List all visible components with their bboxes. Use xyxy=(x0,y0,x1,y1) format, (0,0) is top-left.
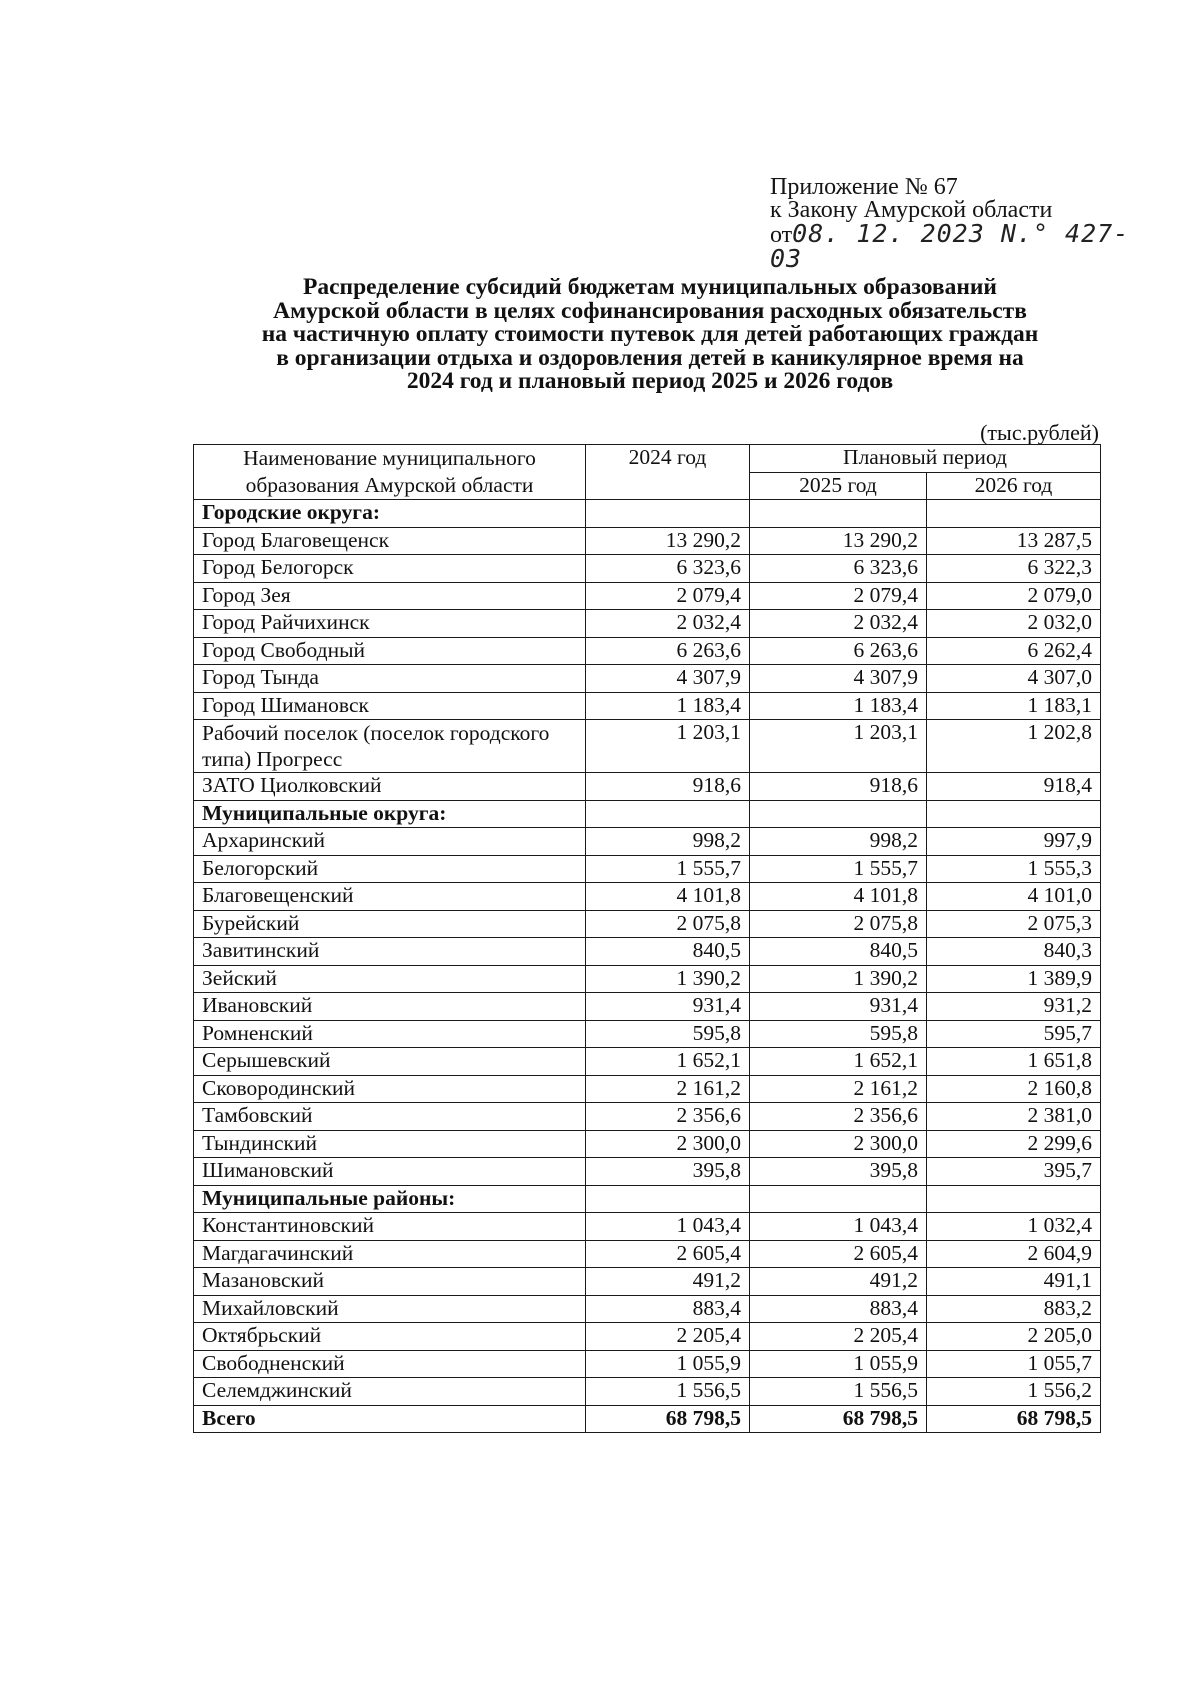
title-line: на частичную оплату стоимости путевок для детей работающих граждан xyxy=(261,321,1039,347)
municipality-name: Тамбовский xyxy=(194,1103,586,1131)
value-2026: 840,3 xyxy=(927,938,1101,966)
municipality-name: Город Благовещенск xyxy=(194,527,586,555)
municipality-name: Ивановский xyxy=(194,993,586,1021)
value-2025: 2 161,2 xyxy=(750,1075,927,1103)
empty-cell xyxy=(750,800,927,828)
value-2024: 998,2 xyxy=(586,828,750,856)
document-title xyxy=(180,276,1120,394)
table-row xyxy=(194,938,1101,966)
value-2026: 395,7 xyxy=(927,1158,1101,1186)
municipality-name: Сковородинский xyxy=(194,1075,586,1103)
value-2026: 883,2 xyxy=(927,1295,1101,1323)
value-2025: 998,2 xyxy=(750,828,927,856)
total-2025: 68 798,5 xyxy=(750,1405,927,1433)
table-row xyxy=(194,1295,1101,1323)
header-name-line: Наименование муниципального xyxy=(243,446,536,470)
appendix-date-line xyxy=(770,219,1150,273)
municipality-name: Город Шимановск xyxy=(194,692,586,720)
value-2024: 2 205,4 xyxy=(586,1323,750,1351)
section-title: Городские округа: xyxy=(194,500,586,528)
value-2024: 2 032,4 xyxy=(586,610,750,638)
appendix-law-reference: к Закону Амурской области xyxy=(770,197,1053,223)
value-2026: 1 202,8 xyxy=(927,720,1101,773)
appendix-number: Приложение № 67 xyxy=(770,174,958,200)
municipality-name: Михайловский xyxy=(194,1295,586,1323)
municipality-name: Благовещенский xyxy=(194,883,586,911)
municipality-name: Бурейский xyxy=(194,910,586,938)
value-2024: 2 161,2 xyxy=(586,1075,750,1103)
value-2024: 395,8 xyxy=(586,1158,750,1186)
table-row xyxy=(194,993,1101,1021)
section-header-row xyxy=(194,800,1101,828)
municipality-name: Ромненский xyxy=(194,1020,586,1048)
table-row xyxy=(194,1240,1101,1268)
table-row xyxy=(194,828,1101,856)
value-2025: 1 555,7 xyxy=(750,855,927,883)
section-title: Муниципальные округа: xyxy=(194,800,586,828)
table-row xyxy=(194,1350,1101,1378)
value-2026: 2 075,3 xyxy=(927,910,1101,938)
value-2026: 1 651,8 xyxy=(927,1048,1101,1076)
value-2025: 1 390,2 xyxy=(750,965,927,993)
value-2026: 2 079,0 xyxy=(927,582,1101,610)
title-line: Распределение субсидий бюджетам муниципальных образований xyxy=(303,274,997,300)
table-row xyxy=(194,555,1101,583)
table-row xyxy=(194,1103,1101,1131)
header-year-2026: 2026 год xyxy=(927,472,1101,500)
municipality-name: Серышевский xyxy=(194,1048,586,1076)
value-2026: 2 381,0 xyxy=(927,1103,1101,1131)
table-row xyxy=(194,692,1101,720)
table-row xyxy=(194,1075,1101,1103)
value-2026: 997,9 xyxy=(927,828,1101,856)
value-2026: 1 556,2 xyxy=(927,1378,1101,1406)
value-2025: 1 556,5 xyxy=(750,1378,927,1406)
value-2024: 4 101,8 xyxy=(586,883,750,911)
value-2026: 6 322,3 xyxy=(927,555,1101,583)
value-2024: 4 307,9 xyxy=(586,665,750,693)
header-year-2024: 2024 год xyxy=(586,445,750,500)
value-2025: 595,8 xyxy=(750,1020,927,1048)
value-2025: 840,5 xyxy=(750,938,927,966)
table-row xyxy=(194,720,1101,773)
table-row xyxy=(194,582,1101,610)
value-2025: 4 307,9 xyxy=(750,665,927,693)
table-row xyxy=(194,910,1101,938)
value-2025: 491,2 xyxy=(750,1268,927,1296)
total-label: Всего xyxy=(194,1405,586,1433)
section-header-row xyxy=(194,1185,1101,1213)
value-2026: 2 604,9 xyxy=(927,1240,1101,1268)
empty-cell xyxy=(927,800,1101,828)
value-2026: 4 101,0 xyxy=(927,883,1101,911)
title-line: 2024 год и плановый период 2025 и 2026 годов xyxy=(406,368,894,394)
appendix-date-prefix: от xyxy=(770,222,793,248)
title-line: Амурской области в целях софинансирования расходных обязательств xyxy=(273,297,1027,324)
value-2024: 918,6 xyxy=(586,773,750,801)
value-2024: 931,4 xyxy=(586,993,750,1021)
value-2026: 931,2 xyxy=(927,993,1101,1021)
municipality-name: ЗАТО Циолковский xyxy=(194,773,586,801)
value-2026: 2 299,6 xyxy=(927,1130,1101,1158)
table-row xyxy=(194,1378,1101,1406)
table-header-row xyxy=(194,445,1101,473)
table-row xyxy=(194,610,1101,638)
value-2025: 4 101,8 xyxy=(750,883,927,911)
units-label: (тыс.рублей) xyxy=(980,420,1099,445)
value-2024: 1 555,7 xyxy=(586,855,750,883)
appendix-block xyxy=(770,176,1150,272)
total-row xyxy=(194,1405,1101,1433)
header-name-line: образования Амурской области xyxy=(245,472,534,497)
table-row xyxy=(194,1213,1101,1241)
table-row xyxy=(194,637,1101,665)
municipality-name: Свободненский xyxy=(194,1350,586,1378)
value-2024: 1 203,1 xyxy=(586,720,750,773)
empty-cell xyxy=(586,1185,750,1213)
value-2025: 2 605,4 xyxy=(750,1240,927,1268)
header-municipality-name xyxy=(194,445,586,500)
value-2025: 2 032,4 xyxy=(750,610,927,638)
municipality-name: Город Тында xyxy=(194,665,586,693)
empty-cell xyxy=(750,500,927,528)
value-2025: 1 043,4 xyxy=(750,1213,927,1241)
empty-cell xyxy=(927,500,1101,528)
empty-cell xyxy=(927,1185,1101,1213)
header-planned-period: Плановый период xyxy=(750,445,1101,473)
value-2024: 6 263,6 xyxy=(586,637,750,665)
municipality-name: Шимановский xyxy=(194,1158,586,1186)
table-row xyxy=(194,1130,1101,1158)
table-row xyxy=(194,773,1101,801)
value-2024: 6 323,6 xyxy=(586,555,750,583)
value-2024: 840,5 xyxy=(586,938,750,966)
empty-cell xyxy=(586,800,750,828)
value-2024: 2 605,4 xyxy=(586,1240,750,1268)
value-2024: 1 183,4 xyxy=(586,692,750,720)
value-2025: 918,6 xyxy=(750,773,927,801)
municipality-name: Архаринский xyxy=(194,828,586,856)
section-header-row xyxy=(194,500,1101,528)
municipality-name: Октябрьский xyxy=(194,1323,586,1351)
municipality-name: Завитинский xyxy=(194,938,586,966)
value-2024: 1 390,2 xyxy=(586,965,750,993)
value-2026: 4 307,0 xyxy=(927,665,1101,693)
table-row xyxy=(194,855,1101,883)
value-2026: 595,7 xyxy=(927,1020,1101,1048)
table-row xyxy=(194,1323,1101,1351)
value-2025: 2 079,4 xyxy=(750,582,927,610)
total-2026: 68 798,5 xyxy=(927,1405,1101,1433)
municipality-name: Зейский xyxy=(194,965,586,993)
value-2026: 2 205,0 xyxy=(927,1323,1101,1351)
value-2026: 1 183,1 xyxy=(927,692,1101,720)
value-2026: 1 055,7 xyxy=(927,1350,1101,1378)
table-row xyxy=(194,965,1101,993)
header-year-2025: 2025 год xyxy=(750,472,927,500)
value-2025: 6 263,6 xyxy=(750,637,927,665)
value-2024: 491,2 xyxy=(586,1268,750,1296)
municipality-name: Магдагачинский xyxy=(194,1240,586,1268)
empty-cell xyxy=(586,500,750,528)
value-2024: 1 556,5 xyxy=(586,1378,750,1406)
value-2025: 395,8 xyxy=(750,1158,927,1186)
subsidy-distribution-table xyxy=(193,444,1101,1433)
empty-cell xyxy=(750,1185,927,1213)
value-2025: 6 323,6 xyxy=(750,555,927,583)
value-2024: 2 356,6 xyxy=(586,1103,750,1131)
value-2024: 883,4 xyxy=(586,1295,750,1323)
municipality-name: Город Зея xyxy=(194,582,586,610)
value-2025: 2 300,0 xyxy=(750,1130,927,1158)
value-2026: 918,4 xyxy=(927,773,1101,801)
municipality-name: Селемджинский xyxy=(194,1378,586,1406)
value-2026: 2 032,0 xyxy=(927,610,1101,638)
municipality-name: Город Белогорск xyxy=(194,555,586,583)
value-2025: 13 290,2 xyxy=(750,527,927,555)
value-2024: 13 290,2 xyxy=(586,527,750,555)
table-row xyxy=(194,1020,1101,1048)
value-2025: 1 203,1 xyxy=(750,720,927,773)
value-2026: 2 160,8 xyxy=(927,1075,1101,1103)
value-2025: 883,4 xyxy=(750,1295,927,1323)
total-2024: 68 798,5 xyxy=(586,1405,750,1433)
value-2025: 931,4 xyxy=(750,993,927,1021)
table-row xyxy=(194,1048,1101,1076)
value-2024: 2 300,0 xyxy=(586,1130,750,1158)
value-2024: 1 055,9 xyxy=(586,1350,750,1378)
table-row xyxy=(194,665,1101,693)
value-2024: 1 043,4 xyxy=(586,1213,750,1241)
value-2025: 2 356,6 xyxy=(750,1103,927,1131)
title-line: в организации отдыха и оздоровления детей в каникулярное время на xyxy=(276,344,1024,371)
value-2026: 1 032,4 xyxy=(927,1213,1101,1241)
value-2025: 1 652,1 xyxy=(750,1048,927,1076)
value-2024: 2 075,8 xyxy=(586,910,750,938)
municipality-name: Рабочий поселок (поселок городского типа) Прогресс xyxy=(194,720,586,773)
municipality-name: Город Райчихинск xyxy=(194,610,586,638)
value-2025: 1 055,9 xyxy=(750,1350,927,1378)
handwritten-date-number: 08. 12. 2023 N.° 427-03 xyxy=(770,219,1130,273)
value-2025: 1 183,4 xyxy=(750,692,927,720)
table-row xyxy=(194,527,1101,555)
table-row xyxy=(194,1158,1101,1186)
municipality-name: Константиновский xyxy=(194,1213,586,1241)
municipality-name: Город Свободный xyxy=(194,637,586,665)
value-2026: 6 262,4 xyxy=(927,637,1101,665)
value-2026: 1 389,9 xyxy=(927,965,1101,993)
value-2025: 2 075,8 xyxy=(750,910,927,938)
value-2024: 1 652,1 xyxy=(586,1048,750,1076)
table-row xyxy=(194,883,1101,911)
municipality-name: Тындинский xyxy=(194,1130,586,1158)
table-row xyxy=(194,1268,1101,1296)
section-title: Муниципальные районы: xyxy=(194,1185,586,1213)
municipality-name: Белогорский xyxy=(194,855,586,883)
value-2026: 1 555,3 xyxy=(927,855,1101,883)
value-2025: 2 205,4 xyxy=(750,1323,927,1351)
value-2026: 491,1 xyxy=(927,1268,1101,1296)
value-2024: 595,8 xyxy=(586,1020,750,1048)
municipality-name: Мазановский xyxy=(194,1268,586,1296)
value-2026: 13 287,5 xyxy=(927,527,1101,555)
value-2024: 2 079,4 xyxy=(586,582,750,610)
